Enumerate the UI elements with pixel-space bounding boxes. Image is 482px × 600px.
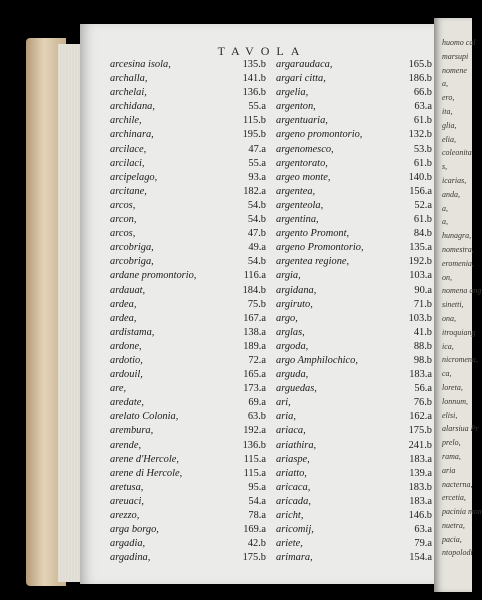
index-entry-ref: 165.a [243, 369, 266, 381]
index-entry-row [110, 199, 270, 213]
index-entry-name: ari, [276, 397, 291, 409]
index-entry-row [276, 72, 436, 86]
index-entry-ref: 98.b [413, 354, 432, 366]
index-column-right [276, 58, 436, 565]
index-entry-row [110, 312, 270, 326]
facing-page-fragment: pacia, [442, 534, 462, 544]
index-entry-row [110, 396, 270, 410]
index-entry-row [110, 143, 270, 157]
index-entry-row [110, 227, 270, 241]
index-entry-row [276, 523, 436, 537]
index-entry-name: arelato Colonia, [110, 411, 179, 423]
facing-page-fragment: elisi, [442, 410, 458, 420]
index-entry-ref: 54.b [247, 199, 266, 211]
index-entry-ref: 54.b [247, 214, 266, 226]
facing-page-fragment: nacterna, [442, 479, 473, 489]
index-entry-row [276, 509, 436, 523]
index-entry-ref: 56.a [414, 383, 432, 395]
index-entry-row [110, 255, 270, 269]
index-entry-row [276, 453, 436, 467]
index-entry-ref: 54.b [247, 256, 266, 268]
index-entry-name: ariaca, [276, 425, 306, 437]
index-entry-name: arcobriga, [110, 256, 154, 268]
index-entry-name: argiruto, [276, 298, 313, 310]
index-page [80, 24, 444, 584]
index-entry-name: argidana, [276, 284, 317, 296]
index-entry-ref: 139.a [409, 467, 432, 479]
facing-page-fragment: ca, [442, 369, 452, 379]
index-entry-row [110, 241, 270, 255]
index-entry-ref: 71.b [413, 298, 432, 310]
index-entry-row [276, 467, 436, 481]
index-entry-ref: 116.a [243, 270, 266, 282]
index-entry-row [276, 269, 436, 283]
index-entry-row [110, 171, 270, 185]
index-entry-row [276, 100, 436, 114]
index-entry-ref: 146.b [408, 510, 432, 521]
index-entry-name: arcitane, [110, 185, 147, 197]
index-entry-name: aricada, [276, 495, 311, 507]
index-entry-name: arcilaci, [110, 157, 145, 169]
facing-page-edge [434, 18, 482, 592]
facing-page-fragment: hunagra, [442, 231, 472, 241]
index-entry-ref: 136.b [242, 439, 266, 451]
index-entry-ref: 47.b [247, 228, 266, 240]
index-entry-row [110, 453, 270, 467]
index-entry-name: argenton, [276, 101, 316, 113]
index-entry-ref: 78.a [248, 510, 266, 521]
index-entry-row [276, 185, 436, 199]
index-entry-name: archalla, [110, 73, 148, 85]
index-entry-name: ariaspe, [276, 453, 310, 465]
index-entry-ref: 93.a [248, 171, 266, 183]
index-entry-ref: 135.a [409, 242, 432, 254]
index-entry-row [276, 368, 436, 382]
facing-page-fragment: itroquiang [442, 327, 476, 337]
facing-page-fragment: marsupi [442, 51, 469, 61]
index-entry-row [276, 312, 436, 326]
index-entry-ref: 195.b [242, 129, 266, 141]
index-entry-name: archelai, [110, 87, 147, 99]
index-entry-row [276, 128, 436, 142]
index-entry-name: aricaca, [276, 481, 311, 493]
index-entry-name: aricht, [276, 510, 304, 521]
index-entry-row [110, 114, 270, 128]
index-entry-row [110, 481, 270, 495]
index-entry-ref: 184.b [242, 284, 266, 296]
index-entry-ref: 186.b [408, 73, 432, 85]
index-entry-row [110, 382, 270, 396]
index-entry-ref: 66.b [413, 87, 432, 99]
index-entry-name: arcilace, [110, 143, 147, 155]
index-entry-ref: 169.a [243, 524, 266, 536]
index-entry-name: arcipelago, [110, 171, 158, 183]
index-entry-ref: 76.b [413, 397, 432, 409]
facing-page-fragment: loreta, [442, 382, 463, 392]
index-entry-name: argadia, [110, 538, 146, 550]
index-entry-row [110, 269, 270, 283]
index-entry-row [276, 495, 436, 509]
index-entry-row [276, 114, 436, 128]
index-entry-name: ardauat, [110, 284, 146, 296]
index-entry-ref: 103.a [409, 270, 432, 282]
index-entry-ref: 183.b [408, 481, 432, 493]
index-entry-row [276, 396, 436, 410]
facing-page-fragment: nomena ang [442, 286, 482, 296]
index-entry-row [110, 326, 270, 340]
index-entry-name: argentorato, [276, 157, 328, 169]
facing-page-fragment: nomene [442, 65, 467, 75]
running-head: TAVOLA [217, 44, 307, 58]
index-entry-row [110, 424, 270, 438]
index-entry-ref: 132.b [408, 129, 432, 141]
index-entry-name: argento Promont, [276, 228, 350, 240]
index-entry-ref: 154.a [409, 552, 432, 564]
index-entry-row [276, 284, 436, 298]
index-entry-name: arguedas, [276, 383, 317, 395]
facing-page-fragment: a, [442, 79, 448, 89]
index-entry-row [110, 58, 270, 72]
index-entry-ref: 115.b [243, 115, 266, 127]
index-entry-row [276, 326, 436, 340]
index-entry-row [276, 157, 436, 171]
index-entry-ref: 192.a [243, 425, 266, 437]
index-entry-ref: 52.a [414, 199, 432, 211]
index-entry-ref: 141.b [242, 73, 266, 85]
index-entry-row [110, 72, 270, 86]
index-entry-name: argoda, [276, 340, 309, 352]
book [22, 18, 482, 592]
index-entry-ref: 115.a [243, 453, 266, 465]
index-entry-name: arcos, [110, 199, 136, 211]
index-entry-name: are, [110, 383, 127, 395]
facing-page-fragment: ona, [442, 313, 456, 323]
index-entry-row [110, 157, 270, 171]
index-entry-row [276, 340, 436, 354]
index-entry-ref: 173.a [243, 383, 266, 395]
index-entry-name: argadina, [110, 552, 151, 564]
index-entry-name: ardotio, [110, 354, 143, 366]
index-entry-ref: 49.a [248, 242, 266, 254]
index-entry-ref: 42.b [247, 538, 266, 550]
index-entry-ref: 41.b [413, 326, 432, 338]
facing-page-fragment: anda, [442, 189, 460, 199]
index-entry-ref: 165.b [408, 59, 432, 70]
index-entry-name: arene d'Hercole, [110, 453, 179, 465]
index-entry-row [110, 537, 270, 551]
index-entry-row [276, 551, 436, 565]
index-entry-name: areuaci, [110, 495, 144, 507]
index-entry-row [110, 368, 270, 382]
index-entry-ref: 175.b [242, 552, 266, 564]
index-entry-ref: 95.a [248, 481, 266, 493]
index-entry-ref: 115.a [243, 467, 266, 479]
index-entry-name: arembura, [110, 425, 154, 437]
index-column-left [110, 58, 270, 565]
index-entry-row [110, 439, 270, 453]
facing-page-fragment: lonnum, [442, 396, 468, 406]
index-entry-ref: 182.a [243, 185, 266, 197]
index-entry-name: ardea, [110, 312, 137, 324]
facing-page-fragment: ntopolodi [442, 548, 473, 558]
index-entry-ref: 183.a [409, 369, 432, 381]
index-entry-name: aredate, [110, 397, 144, 409]
index-entry-row [276, 143, 436, 157]
index-entry-ref: 103.b [408, 312, 432, 324]
index-entry-ref: 72.a [248, 354, 266, 366]
index-entry-row [110, 100, 270, 114]
index-entry-ref: 69.a [248, 397, 266, 409]
index-entry-row [276, 227, 436, 241]
index-entry-name: arguda, [276, 369, 309, 381]
index-entry-ref: 88.b [413, 340, 432, 352]
index-entry-name: argentina, [276, 214, 319, 226]
index-entry-row [276, 439, 436, 453]
index-entry-name: ariatto, [276, 467, 307, 479]
index-entry-row [110, 467, 270, 481]
index-entry-row [276, 298, 436, 312]
index-entry-ref: 241.b [408, 439, 432, 451]
facing-page-fragment: a, [442, 217, 448, 227]
index-entry-name: argeno Promontorio, [276, 242, 364, 254]
index-entry-name: arga borgo, [110, 524, 159, 536]
index-entry-name: argia, [276, 270, 301, 282]
index-entry-name: argaraudaca, [276, 59, 333, 70]
index-entry-row [276, 481, 436, 495]
index-entry-name: ardistama, [110, 326, 155, 338]
index-entry-ref: 162.a [409, 411, 432, 423]
index-entry-row [276, 255, 436, 269]
index-entry-ref: 135.b [242, 59, 266, 70]
facing-page-fragment: nomestra, [442, 244, 474, 254]
index-entry-ref: 156.a [409, 185, 432, 197]
index-entry-name: arcobriga, [110, 242, 154, 254]
facing-page-fragment: icarias, [442, 175, 467, 185]
index-entry-name: arcon, [110, 214, 137, 226]
index-entry-name: arende, [110, 439, 142, 451]
index-entry-name: archile, [110, 115, 142, 127]
index-entry-name: argentea regione, [276, 256, 350, 268]
index-entry-ref: 136.b [242, 87, 266, 99]
index-entry-ref: 84.b [413, 228, 432, 240]
index-entry-name: aretusa, [110, 481, 144, 493]
index-entry-ref: 138.a [243, 326, 266, 338]
facing-page-fragment: a, [442, 203, 448, 213]
index-entry-name: argo Amphilochico, [276, 354, 358, 366]
index-entry-row [110, 354, 270, 368]
index-entry-ref: 167.a [243, 312, 266, 324]
index-entry-ref: 61.b [413, 157, 432, 169]
index-entry-ref: 55.a [248, 157, 266, 169]
index-entry-ref: 61.b [413, 214, 432, 226]
index-entry-row [110, 298, 270, 312]
index-entry-ref: 192.b [408, 256, 432, 268]
index-entry-name: argenomesco, [276, 143, 334, 155]
index-entry-row [110, 551, 270, 565]
index-entry-ref: 53.b [413, 143, 432, 155]
index-entry-name: archidana, [110, 101, 155, 113]
facing-page-fragment: rama, [442, 451, 461, 461]
index-entry-row [276, 382, 436, 396]
index-entry-name: ardea, [110, 298, 137, 310]
index-entry-ref: 140.b [408, 171, 432, 183]
index-entry-row [110, 340, 270, 354]
facing-page-fragment: alarsiua Pr [442, 424, 479, 434]
index-entry-ref: 55.a [248, 101, 266, 113]
index-entry-ref: 47.a [248, 143, 266, 155]
index-entry-name: archinara, [110, 129, 154, 141]
index-entry-name: argenteola, [276, 199, 324, 211]
index-entry-name: arcos, [110, 228, 136, 240]
index-entry-name: ardone, [110, 340, 142, 352]
index-entry-name: arglas, [276, 326, 305, 338]
index-entry-ref: 54.a [248, 495, 266, 507]
index-entry-name: ardane promontorio, [110, 270, 197, 282]
facing-page-fragment: s, [442, 162, 448, 172]
index-entry-row [110, 213, 270, 227]
index-entry-name: argelia, [276, 87, 309, 99]
index-entry-ref: 175.b [408, 425, 432, 437]
index-entry-ref: 183.a [409, 453, 432, 465]
index-entry-ref: 183.a [409, 495, 432, 507]
index-entry-ref: 90.a [414, 284, 432, 296]
index-entry-ref: 79.a [414, 538, 432, 550]
index-entry-row [110, 284, 270, 298]
facing-page-fragment: nicromena, [442, 355, 478, 365]
index-entry-row [110, 86, 270, 100]
index-entry-name: argeo monte, [276, 171, 331, 183]
index-entry-name: ariete, [276, 538, 303, 550]
index-entry-name: aria, [276, 411, 296, 423]
facing-page-fragment: eromenia, [442, 258, 474, 268]
index-entry-row [276, 241, 436, 255]
index-entry-name: arezzo, [110, 510, 140, 521]
index-entry-name: arcesina isola, [110, 59, 171, 70]
index-entry-row [110, 410, 270, 424]
index-entry-row [276, 424, 436, 438]
facing-page-fragment: ercetia, [442, 493, 466, 503]
index-entry-ref: 75.b [247, 298, 266, 310]
facing-page-fragment: ica, [442, 341, 454, 351]
index-entry-row [276, 410, 436, 424]
index-entry-ref: 63.a [414, 101, 432, 113]
index-entry-name: argari citta, [276, 73, 326, 85]
index-entry-row [276, 199, 436, 213]
index-entry-row [276, 58, 436, 72]
index-entry-row [110, 185, 270, 199]
index-entry-row [276, 537, 436, 551]
index-entry-name: argentea, [276, 185, 316, 197]
index-entry-row [276, 171, 436, 185]
index-entry-name: arene di Hercole, [110, 467, 183, 479]
facing-page-fragment: on, [442, 272, 452, 282]
index-entry-name: arimara, [276, 552, 313, 564]
facing-page-fragment: ita, [442, 106, 453, 116]
index-entry-name: aricomij, [276, 524, 314, 536]
index-entry-row [276, 354, 436, 368]
index-entry-ref: 63.a [414, 524, 432, 536]
index-entry-name: argeno promontorio, [276, 129, 363, 141]
facing-page-fragment: huomo cal [442, 38, 476, 47]
index-entry-row [110, 128, 270, 142]
index-entry-row [276, 86, 436, 100]
index-entry-row [110, 495, 270, 509]
facing-page-fragment: elia, [442, 134, 456, 144]
index-entry-ref: 63.b [247, 411, 266, 423]
index-entry-ref: 189.a [243, 340, 266, 352]
facing-page-fragment: ero, [442, 93, 455, 103]
facing-page-text [434, 18, 482, 560]
facing-page-fragment: glia, [442, 120, 457, 130]
index-entry-name: ariathira, [276, 439, 317, 451]
index-entry-name: argentuaria, [276, 115, 328, 127]
index-entry-row [110, 509, 270, 523]
index-entry-ref: 61.b [413, 115, 432, 127]
facing-page-fragment: prelo, [442, 438, 461, 448]
facing-page-fragment: nuetra, [442, 520, 465, 530]
facing-page-fragment: coleonita [442, 148, 472, 158]
index-entry-row [110, 523, 270, 537]
facing-page-fragment: aria [442, 465, 456, 475]
index-entry-name: argo, [276, 312, 298, 324]
facing-page-fragment: pacinia mon [442, 507, 482, 517]
facing-page-fragment: sinetti, [442, 300, 464, 310]
index-entry-row [276, 213, 436, 227]
index-entry-name: ardouil, [110, 369, 143, 381]
